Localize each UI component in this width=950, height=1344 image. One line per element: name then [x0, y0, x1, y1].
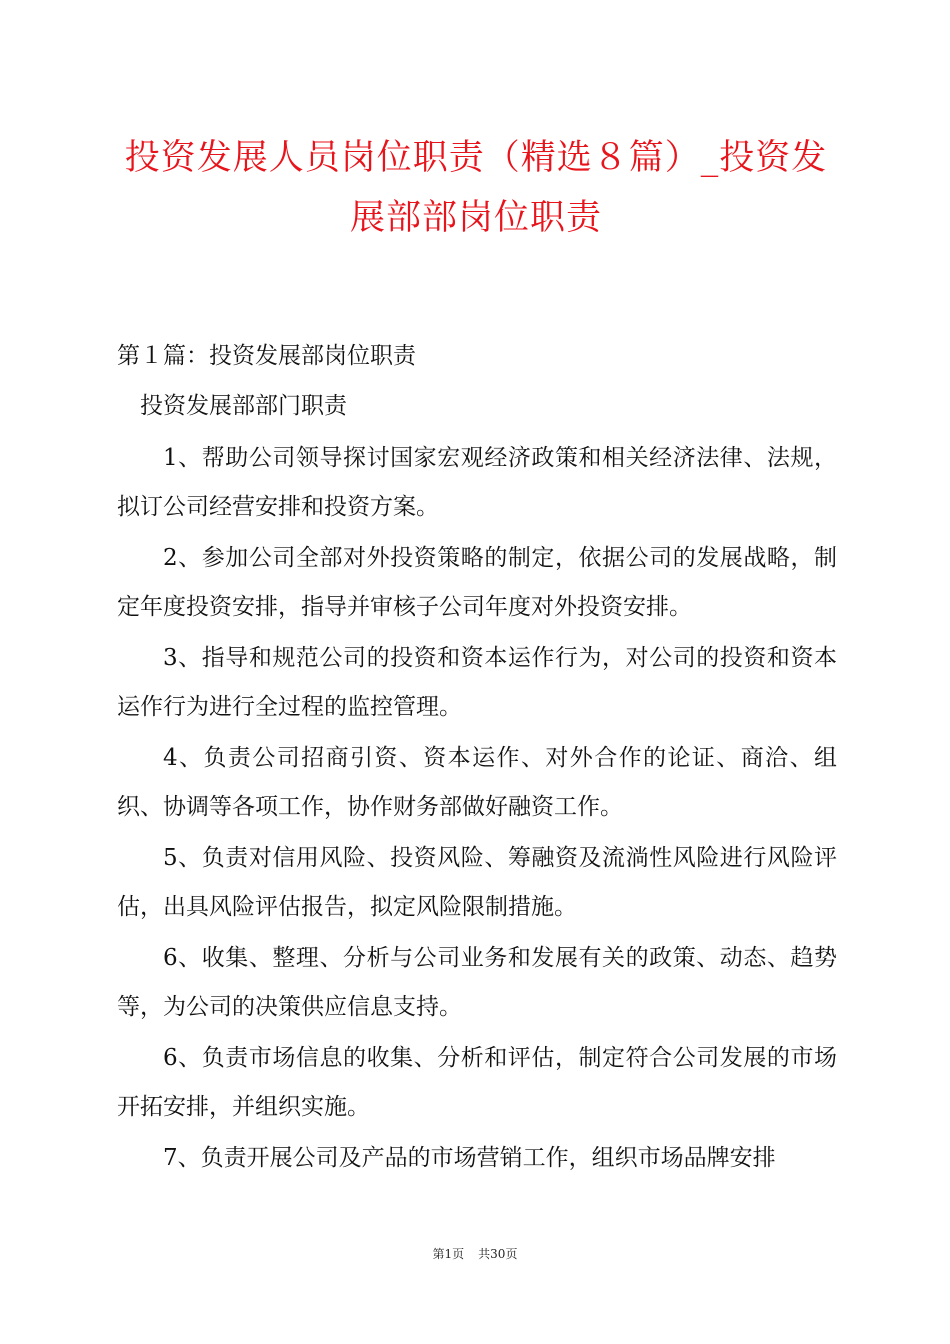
duty-item: 3、指导和规范公司的投资和资本运作行为，对公司的投资和资本运作行为进行全过程的监控管理。	[117, 645, 837, 720]
duty-item: 5、负责对信用风险、投资风险、筹融资及流淌性风险进行风险评估，出具风险评估报告，拟定风险限制措施。	[117, 845, 837, 920]
duty-item: 6、收集、整理、分析与公司业务和发展有关的政策、动态、趋势等，为公司的决策供应信息支持。	[117, 945, 837, 1020]
duty-item: 6、负责市场信息的收集、分析和评估，制定符合公司发展的市场开拓安排，并组织实施。	[117, 1045, 837, 1120]
duty-item: 1、帮助公司领导探讨国家宏观经济政策和相关经济法律、法规，拟订公司经营安排和投资方案。	[117, 445, 837, 520]
document-title: 投资发展人员岗位职责（精选８篇）_投资发展部部岗位职责	[124, 138, 828, 238]
duty-item: 4、负责公司招商引资、资本运作、对外合作的论证、商洽、组织、协调等各项工作，协作财务部做好融资工作。	[117, 745, 837, 820]
section-heading: 第１篇：投资发展部岗位职责	[117, 343, 416, 369]
duty-item: 7、负责开展公司及产品的市场营销工作，组织市场品牌安排	[163, 1145, 776, 1171]
duty-item: 2、参加公司全部对外投资策略的制定，依据公司的发展战略，制定年度投资安排，指导并审核子公司年度对外投资安排。	[117, 545, 837, 620]
page-number-total: 共30页	[478, 1247, 518, 1261]
duty-list	[117, 434, 837, 1185]
page-footer	[0, 1244, 950, 1264]
page-number-current: 第1页	[432, 1247, 465, 1261]
sub-heading: 投资发展部部门职责	[140, 393, 347, 419]
